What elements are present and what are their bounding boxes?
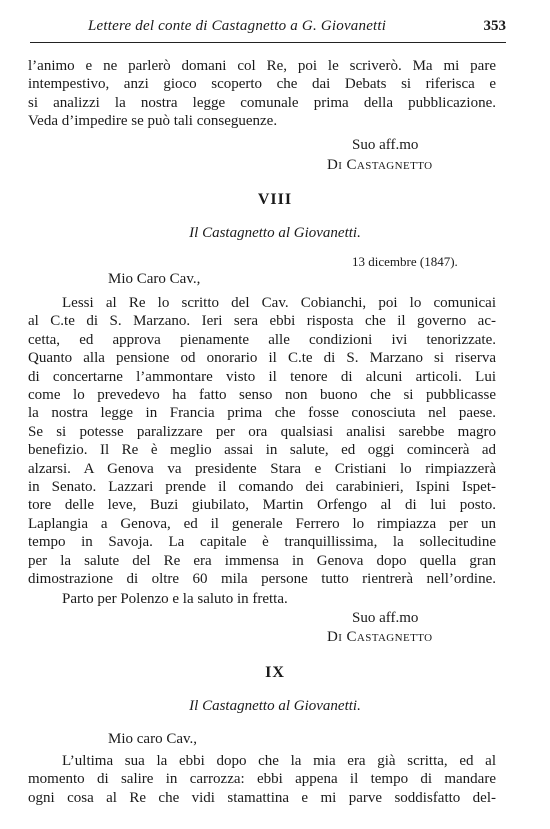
text-line: Lessi al Re lo scritto del Cav. Cobianchi, poi lo comunicai bbox=[62, 295, 496, 311]
intro-paragraph bbox=[28, 57, 496, 131]
text-line: intempestivo, anzi gioco scoperto che dai Debats si riferisca e bbox=[28, 76, 496, 93]
signature-closing: Suo aff.mo bbox=[352, 137, 419, 153]
text-line: Se si potesse paralizzare per ora qualsiasi analisi sarebbe magro bbox=[28, 423, 496, 440]
text-line: Laplangia a Genova, ed il generale Ferrero lo rimpiazza per un bbox=[28, 515, 496, 532]
text-line: di concertarne l’ammontare visto il tenore di alcuni articoli. Lui bbox=[28, 368, 496, 385]
text-line: alzarsi. A Genova va presidente Stara e Cristiani lo rimpiazzerà bbox=[28, 460, 496, 477]
salutation: Mio caro Cav., bbox=[108, 731, 198, 747]
text-line: L’ultima sua la ebbi dopo che la mia era già scritta, ed al bbox=[62, 753, 496, 769]
text-line: dimostrazione di oltre 60 mila persone tutto rientrerà nell’ordine. bbox=[28, 571, 496, 588]
signature-closing: Suo aff.mo bbox=[352, 610, 419, 626]
text-line: tempo in Savoja. La capitale è tranquillissima, la sollecitudine bbox=[28, 534, 496, 551]
salutation: Mio Caro Cav., bbox=[108, 271, 201, 287]
running-title: Lettere del conte di Castagnetto a G. Giovanetti bbox=[88, 18, 387, 34]
letter-subtitle: Il Castagnetto al Giovanetti. bbox=[189, 698, 361, 714]
letter-date: 13 dicembre (1847). bbox=[352, 254, 458, 269]
letter-subtitle: Il Castagnetto al Giovanetti. bbox=[189, 225, 361, 241]
signature-name: Di Castagnetto bbox=[327, 629, 433, 645]
text-line: la nostra legge in Francia prima che fosse conosciuta nel paese. bbox=[28, 405, 496, 422]
text-line: momento di salire in carrozza: ebbi appena il tempo di mandare bbox=[28, 771, 496, 788]
text-line: al C.te di S. Marzano. Ieri sera ebbi risposta che il governo ac- bbox=[28, 313, 496, 330]
text-line: per la salute del Re era immensa in Genova dopo quella gran bbox=[28, 552, 496, 569]
closing-line: Parto per Polenzo e la saluto in fretta. bbox=[62, 591, 288, 607]
running-header bbox=[30, 16, 506, 43]
text-line: Quanto alla pensione od onorario il C.te di S. Marzano si riserva bbox=[28, 350, 496, 367]
text-line: in Senato. Lazzari prende il comando dei carabinieri, Ispini Ispet- bbox=[28, 479, 496, 496]
text-line: l’animo e ne parlerò domani col Re, poi le scriverò. Ma mi pare bbox=[28, 58, 496, 74]
letter-body bbox=[28, 752, 496, 807]
text-line: Veda d’impedire se può tali conseguenze. bbox=[28, 113, 278, 130]
signature-name: Di Castagnetto bbox=[327, 157, 433, 173]
text-line: benefizio. Il Re è meglio assai in salute, ed oggi comincerà ad bbox=[28, 442, 496, 459]
letter-number: IX bbox=[265, 664, 285, 681]
page-number: 353 bbox=[483, 18, 506, 34]
letter-body bbox=[28, 294, 496, 589]
text-line: si analizzi la nostra legge comunale prima della pubblicazione. bbox=[28, 94, 496, 111]
text-line: ogni cosa al Re che vidi stamattina e mi parve soddisfatto del- bbox=[28, 789, 496, 806]
text-line: cetta, ed approva pienamente alle condizioni ivi tenorizzate. bbox=[28, 331, 496, 348]
letter-number: VIII bbox=[257, 191, 293, 208]
text-line: come lo prevedevo ha fatto senso non buono che si pubblicasse bbox=[28, 387, 496, 404]
text-line: tore delle leve, Buzi giubilato, Martin Orfengo al di lui posto. bbox=[28, 497, 496, 514]
